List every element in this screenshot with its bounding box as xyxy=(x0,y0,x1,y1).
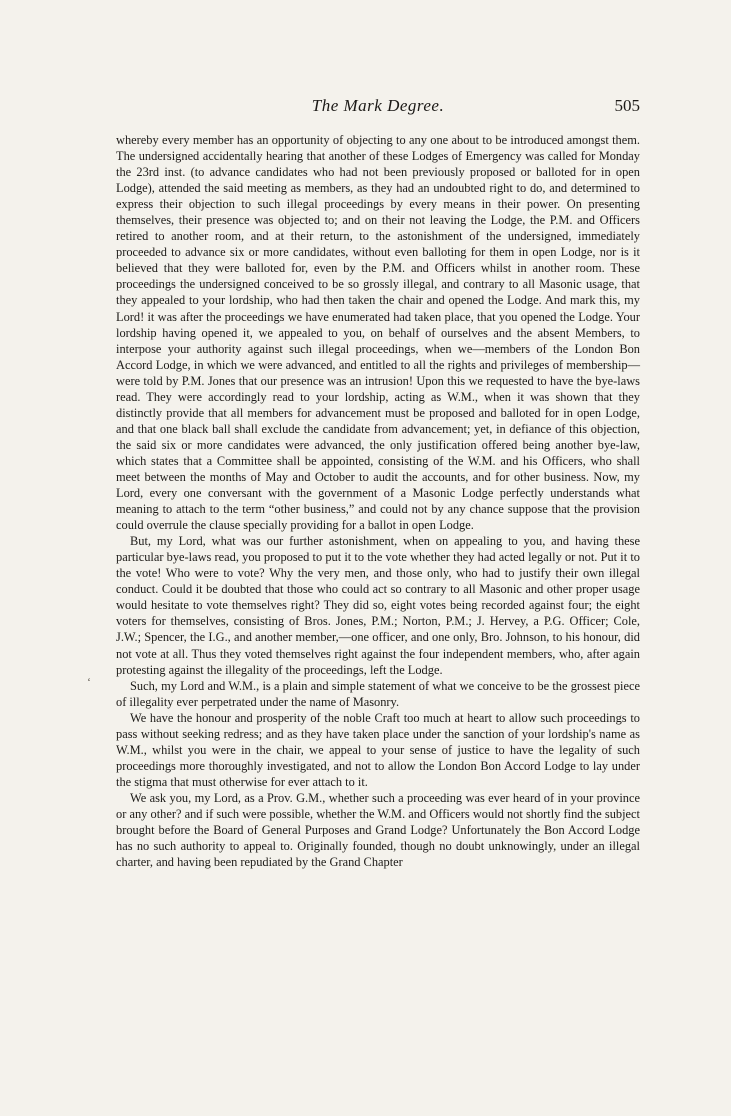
paragraph: whereby every member has an opportunity of objecting to any one about to be introduced amongst them. The undersigned accidentally hearing that another of these Lodges of Emergency was called for Monday the 23rd inst. (to advance candidates who had not been previously proposed or balloted for in open Lodge), attended the said meeting as members, as they had an undoubted right to do, and determined to express their objection to such illegal proceedings by every means in their power. On presenting themselves, their presence was objected to; and on their not leaving the Lodge, the P.M. and Officers retired to another room, and at their return, to the astonishment of the undersigned, immediately proceeded to advance six or more candidates, without even balloting for them in open Lodge, nor is it believed that they were balloted for, even by the P.M. and Officers whilst in another room. These proceedings the undersigned conceived to be so grossly illegal, and contrary to all Masonic usage, that they appealed to your lordship, who had then taken the chair and opened the Lodge. And mark this, my Lord! it was after the proceedings we have enumerated had taken place, that you opened the Lodge. Your lordship having opened it, we appealed to you, on behalf of ourselves and the absent Members, to interpose your authority against such illegal proceedings, when we—members of the London Bon Accord Lodge, in which we were advanced, and entitled to all the rights and privileges of membership—were told by P.M. Jones that our presence was an intrusion! Upon this we requested to have the bye-laws read. They were accordingly read to your lordship, acting as W.M., when it was shown that they distinctly provide that all members for advancement must be proposed and balloted for in open Lodge, and that one black ball shall exclude the candidate from advancement; yet, in defiance of this objection, the said six or more candidates were advanced, the only justification offered being another bye-law, which states that a Committee shall be appointed, consisting of the W.M. and his Officers, who shall meet between the months of May and October to audit the accounts, and for other business. Now, my Lord, every one conversant with the government of a Masonic Lodge perfectly understands what meaning to attach to the term “other business,” and could not by any chance suppose that the provision could overrule the clause specially providing for a ballot in open Lodge. xyxy=(116,133,640,533)
body-text xyxy=(116,132,640,870)
margin-mark: ‘ xyxy=(87,675,91,689)
paragraph: But, my Lord, what was our further astonishment, when on appealing to you, and having these particular bye-laws read, you proposed to put it to the vote whether they had acted legally or not. Put it to the vote! Who were to vote? Why the very men, and those only, who had to justify their own illegal conduct. Could it be doubted that those who could act so contrary to all Masonic and other proper usage would hesitate to vote themselves right? They did so, eight votes being recorded against four; the eight voters for themselves, consisting of Bros. Jones, P.M.; Norton, P.M.; J. Hervey, a P.G. Officer; Cole, J.W.; Spencer, the I.G., and another member,—one officer, and one only, Bro. Johnson, to his honour, did not vote at all. Thus they voted themselves right against the four independent members, who, after again protesting against the illegality of the proceedings, left the Lodge. xyxy=(116,534,640,677)
page-number: 505 xyxy=(614,96,640,115)
page-header xyxy=(116,96,640,120)
running-title: The Mark Degree. xyxy=(311,96,445,115)
paragraph: We ask you, my Lord, as a Prov. G.M., whether such a proceeding was ever heard of in your province or any other? and if such were possible, whether the W.M. and Officers would not shortly find the subject brought before the Board of General Purposes and Grand Lodge? Unfortunately the Bon Accord Lodge has no such authority to appeal to. Originally founded, though no doubt unknowingly, under an illegal charter, and having been repudiated by the Grand Chapter xyxy=(116,790,640,870)
paragraph: Such, my Lord and W.M., is a plain and simple statement of what we conceive to be the grossest piece of illegality ever perpetrated under the name of Masonry. xyxy=(116,678,640,709)
paragraph: We have the honour and prosperity of the noble Craft too much at heart to allow such proceedings to pass without seeking redress; and as they have taken place under the sanction of your lordship's name as W.M., whilst you were in the chair, we appeal to your sense of justice to have the legality of such proceedings more thoroughly investigated, and not to allow the London Bon Accord Lodge to lay under the stigma that must otherwise for ever attach to it. xyxy=(116,710,640,789)
